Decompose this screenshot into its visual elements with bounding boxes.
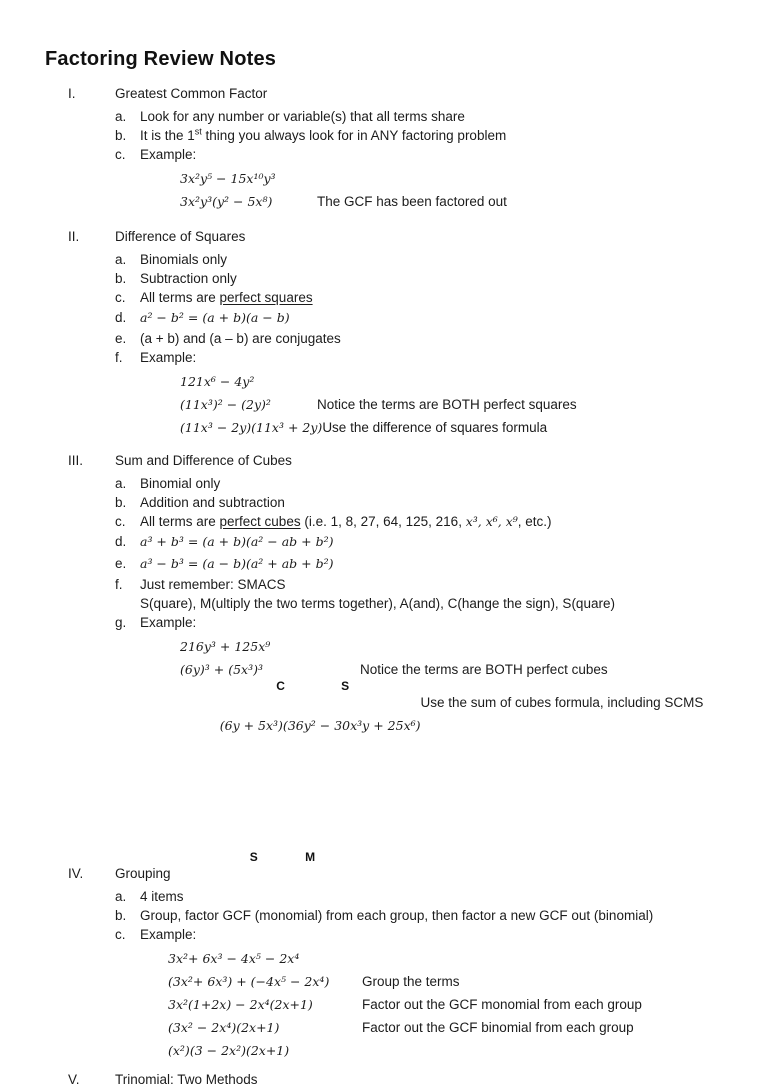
section-grouping bbox=[0, 864, 768, 1062]
math-expression: 121x⁶ − 4y² bbox=[180, 374, 255, 389]
item-text-pre: All terms are bbox=[140, 514, 220, 529]
math-expression-with-smacs bbox=[180, 679, 421, 864]
item-text: Subtraction only bbox=[140, 271, 237, 286]
section-numeral: V. bbox=[68, 1072, 80, 1087]
section-sum-and-difference-of-cubes bbox=[0, 451, 768, 864]
item-formula: a² − b² = (a + b)(a − b) bbox=[140, 310, 290, 325]
outline-item bbox=[0, 493, 768, 512]
math-row bbox=[0, 190, 768, 213]
outline-item bbox=[0, 575, 768, 594]
item-text-post: , etc.) bbox=[517, 514, 552, 529]
section-numeral: I. bbox=[68, 86, 76, 101]
item-label: e. bbox=[115, 556, 127, 571]
section-heading-row bbox=[0, 84, 768, 104]
page-title: Factoring Review Notes bbox=[45, 48, 277, 70]
item-label: c. bbox=[115, 514, 126, 529]
math-comment: Factor out the GCF monomial from each group bbox=[362, 997, 642, 1012]
math-row bbox=[0, 167, 768, 190]
item-text: 4 items bbox=[140, 889, 184, 904]
item-text: Addition and subtraction bbox=[140, 495, 285, 510]
math-row bbox=[0, 1016, 768, 1039]
section-heading-row bbox=[0, 451, 768, 471]
math-row bbox=[0, 1039, 768, 1062]
outline-item bbox=[0, 474, 768, 493]
item-text-pre: It is the 1 bbox=[140, 128, 195, 143]
math-row bbox=[0, 993, 768, 1016]
item-text-mid: (i.e. 1, 8, 27, 64, 125, 216, bbox=[300, 514, 466, 529]
math-expression: 3x²y³(y² − 5x⁸) bbox=[180, 194, 273, 209]
item-text: Binomial only bbox=[140, 476, 221, 491]
outline-item bbox=[0, 925, 768, 944]
outline-item bbox=[0, 512, 768, 531]
outline-item bbox=[0, 553, 768, 575]
ordinal-superscript: st bbox=[194, 126, 202, 137]
item-formula: a³ − b³ = (a − b)(a² + ab + b²) bbox=[140, 556, 334, 571]
section-heading-row bbox=[0, 227, 768, 247]
item-text bbox=[140, 288, 313, 307]
section-heading-row bbox=[0, 864, 768, 884]
item-text-pre: All terms are bbox=[140, 290, 220, 305]
section-trinomial bbox=[0, 1070, 768, 1090]
outline-item bbox=[0, 906, 768, 925]
math-expression: (6y)³ + (5x³)³ bbox=[180, 662, 263, 677]
math-comment: Group the terms bbox=[362, 974, 460, 989]
item-text: Group, factor GCF (monomial) from each group, then factor a new GCF out (binomial) bbox=[140, 908, 654, 923]
item-text: Example: bbox=[140, 615, 197, 630]
math-comment: Factor out the GCF binomial from each group bbox=[362, 1020, 634, 1035]
example-block bbox=[0, 370, 768, 439]
item-text: Example: bbox=[140, 147, 197, 162]
item-text: Example: bbox=[140, 350, 197, 365]
item-text: Just remember: SMACS bbox=[140, 577, 286, 592]
item-text: Example: bbox=[140, 927, 197, 942]
math-expression: (11x³)² − (2y)² bbox=[180, 397, 271, 412]
section-numeral: IV. bbox=[68, 866, 84, 881]
item-label: a. bbox=[115, 109, 127, 124]
outline-item bbox=[0, 329, 768, 348]
outline-item bbox=[0, 107, 768, 126]
outline-item bbox=[0, 348, 768, 367]
section-numeral: III. bbox=[68, 453, 84, 468]
inline-formula: x³, x⁶, x⁹ bbox=[465, 514, 518, 529]
math-expression: 216y³ + 125x⁹ bbox=[180, 639, 271, 654]
section-heading-row bbox=[0, 1070, 768, 1090]
smacs-letter-square-2: S bbox=[341, 679, 350, 693]
item-label: a. bbox=[115, 889, 127, 904]
item-label: d. bbox=[115, 310, 127, 325]
item-text: (a + b) and (a – b) are conjugates bbox=[140, 331, 341, 346]
math-row bbox=[0, 970, 768, 993]
math-row bbox=[0, 370, 768, 393]
math-expression: 3x²+ 6x³ − 4x⁵ − 2x⁴ bbox=[168, 951, 300, 966]
section-numeral: II. bbox=[68, 229, 80, 244]
math-expression: (6y + 5x³)(36y² − 30x³y + 25x⁶) bbox=[219, 718, 421, 733]
example-block bbox=[0, 947, 768, 1062]
math-expression: (3x² − 2x⁴)(2x+1) bbox=[168, 1020, 280, 1035]
outline-item bbox=[0, 288, 768, 307]
outline-item bbox=[0, 531, 768, 553]
math-expression: 3x²y⁵ − 15x¹⁰y³ bbox=[180, 171, 276, 186]
item-text: S(quare), M(ultiply the two terms together), A(and), C(hange the sign), S(quare) bbox=[140, 596, 615, 611]
math-row bbox=[0, 658, 768, 681]
item-label: c. bbox=[115, 147, 126, 162]
outline-item bbox=[0, 269, 768, 288]
item-text bbox=[140, 126, 506, 145]
outline-item bbox=[0, 613, 768, 632]
item-label: f. bbox=[115, 350, 123, 365]
item-label bbox=[115, 594, 140, 613]
underlined-phrase: perfect squares bbox=[219, 290, 313, 305]
math-comment: Use the sum of cubes formula, including SCMS bbox=[420, 695, 704, 710]
underlined-phrase: perfect cubes bbox=[219, 514, 301, 529]
math-comment: Notice the terms are BOTH perfect cubes bbox=[360, 662, 608, 677]
smacs-letter-change-sign: C bbox=[276, 679, 285, 693]
outline-item bbox=[0, 250, 768, 269]
item-text: Look for any number or variable(s) that all terms share bbox=[140, 109, 465, 124]
section-title: Sum and Difference of Cubes bbox=[115, 453, 292, 468]
item-label: a. bbox=[115, 252, 127, 267]
example-block bbox=[0, 167, 768, 213]
math-expression: (3x²+ 6x³) + (−4x⁵ − 2x⁴) bbox=[168, 974, 330, 989]
math-row bbox=[0, 416, 768, 439]
math-expression: 3x²(1+2x) − 2x⁴(2x+1) bbox=[168, 997, 313, 1012]
item-label: a. bbox=[115, 476, 127, 491]
smacs-letter-multiply: M bbox=[305, 850, 316, 864]
item-label: e. bbox=[115, 331, 127, 346]
math-row bbox=[0, 635, 768, 658]
item-formula: a³ + b³ = (a + b)(a² − ab + b²) bbox=[140, 534, 334, 549]
math-expression: (11x³ − 2y)(11x³ + 2y) bbox=[180, 420, 323, 435]
math-row bbox=[0, 393, 768, 416]
item-label: f. bbox=[115, 577, 123, 592]
math-row-annotated bbox=[0, 679, 768, 864]
outline-item-continuation bbox=[0, 594, 768, 613]
math-comment: Notice the terms are BOTH perfect squares bbox=[317, 397, 577, 412]
item-text-post: thing you always look for in ANY factoring problem bbox=[201, 128, 507, 143]
section-difference-of-squares bbox=[0, 227, 768, 439]
section-title: Greatest Common Factor bbox=[115, 86, 268, 101]
outline-item bbox=[0, 145, 768, 164]
math-row bbox=[0, 947, 768, 970]
smacs-letter-square-1: S bbox=[249, 850, 258, 864]
item-label: c. bbox=[115, 927, 126, 942]
outline-item bbox=[0, 126, 768, 145]
math-comment: The GCF has been factored out bbox=[317, 194, 507, 209]
item-label: d. bbox=[115, 534, 127, 549]
math-expression: (x²)(3 − 2x²)(2x+1) bbox=[168, 1043, 290, 1058]
item-text: Binomials only bbox=[140, 252, 228, 267]
outline-item bbox=[0, 307, 768, 329]
example-block bbox=[0, 635, 768, 864]
section-title: Trinomial: Two Methods bbox=[115, 1072, 258, 1087]
item-label: b. bbox=[115, 128, 127, 143]
outline-item bbox=[0, 887, 768, 906]
item-label: c. bbox=[115, 290, 126, 305]
item-text bbox=[140, 512, 552, 531]
item-label: g. bbox=[115, 615, 127, 630]
item-label: b. bbox=[115, 271, 127, 286]
section-title: Difference of Squares bbox=[115, 229, 246, 244]
section-title: Grouping bbox=[115, 866, 171, 881]
item-label: b. bbox=[115, 908, 127, 923]
section-greatest-common-factor bbox=[0, 84, 768, 213]
math-comment: Use the difference of squares formula bbox=[322, 420, 548, 435]
item-label: b. bbox=[115, 495, 127, 510]
